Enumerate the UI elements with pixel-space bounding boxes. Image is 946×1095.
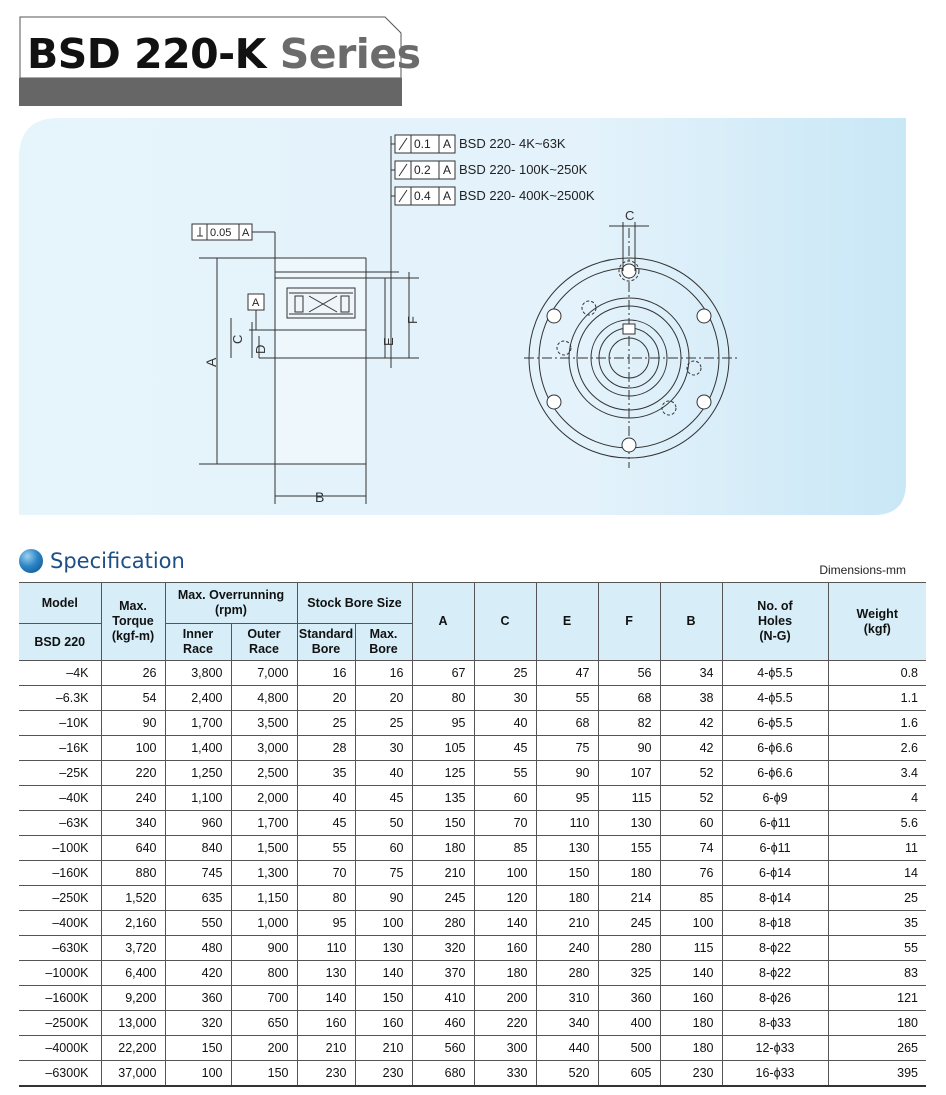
table-cell: 115 <box>598 786 660 811</box>
table-cell: 840 <box>165 836 231 861</box>
table-row <box>19 786 926 811</box>
tol-value-2: 0.2 <box>414 163 431 177</box>
bullet-icon <box>19 549 43 573</box>
table-cell: 68 <box>598 686 660 711</box>
table-cell: 7,000 <box>231 661 297 686</box>
table-cell: –16K <box>19 736 101 761</box>
table-cell: 80 <box>297 886 355 911</box>
table-cell: 640 <box>101 836 165 861</box>
table-cell: 25 <box>297 711 355 736</box>
table-cell: 220 <box>474 1011 536 1036</box>
table-cell: –1600K <box>19 986 101 1011</box>
table-cell: 550 <box>165 911 231 936</box>
title-series: Series <box>279 30 421 78</box>
table-cell: 410 <box>412 986 474 1011</box>
spec-table <box>19 582 926 1087</box>
table-cell: 130 <box>297 961 355 986</box>
table-cell: 2,160 <box>101 911 165 936</box>
table-cell: 420 <box>165 961 231 986</box>
col-overrun-label: Max. Overrunning (rpm) <box>177 588 285 617</box>
table-cell: 3,000 <box>231 736 297 761</box>
table-cell: 140 <box>355 961 412 986</box>
spec-title: Specification <box>50 549 185 573</box>
table-cell: 1.6 <box>828 711 926 736</box>
table-cell: 180 <box>412 836 474 861</box>
table-cell: 100 <box>474 861 536 886</box>
table-row <box>19 1036 926 1061</box>
col-std-bore <box>297 624 355 661</box>
table-cell: 100 <box>165 1061 231 1087</box>
table-row <box>19 936 926 961</box>
table-cell: 52 <box>660 761 722 786</box>
table-cell: 1,100 <box>165 786 231 811</box>
table-cell: 25 <box>355 711 412 736</box>
table-row <box>19 961 926 986</box>
table-cell: 13,000 <box>101 1011 165 1036</box>
table-cell: 37,000 <box>101 1061 165 1087</box>
table-cell: 460 <box>412 1011 474 1036</box>
table-cell: 8-ϕ14 <box>722 886 828 911</box>
table-cell: 1,700 <box>165 711 231 736</box>
table-cell: 240 <box>101 786 165 811</box>
datum-label: A <box>252 297 260 309</box>
table-row <box>19 736 926 761</box>
table-cell: 121 <box>828 986 926 1011</box>
col-max-bore <box>355 624 412 661</box>
dim-F-label: F <box>405 316 420 324</box>
col-outer <box>231 624 297 661</box>
table-cell: 3,800 <box>165 661 231 686</box>
table-cell: 800 <box>231 961 297 986</box>
table-cell: 100 <box>660 911 722 936</box>
table-cell: 1,700 <box>231 811 297 836</box>
table-cell: 245 <box>598 911 660 936</box>
perp-value: 0.05 <box>210 227 232 239</box>
dim-C-front-label: C <box>625 208 635 223</box>
table-cell: 70 <box>474 811 536 836</box>
table-cell: 45 <box>355 786 412 811</box>
col-weight <box>828 583 926 661</box>
table-cell: 214 <box>598 886 660 911</box>
table-cell: 480 <box>165 936 231 961</box>
table-cell: 80 <box>412 686 474 711</box>
table-cell: 300 <box>474 1036 536 1061</box>
table-cell: –6300K <box>19 1061 101 1087</box>
table-cell: 105 <box>412 736 474 761</box>
table-cell: 6-ϕ11 <box>722 811 828 836</box>
table-cell: 76 <box>660 861 722 886</box>
table-cell: 1,250 <box>165 761 231 786</box>
table-cell: 210 <box>355 1036 412 1061</box>
table-cell: –63K <box>19 811 101 836</box>
table-cell: 150 <box>165 1036 231 1061</box>
table-cell: 38 <box>660 686 722 711</box>
table-cell: 70 <box>297 861 355 886</box>
table-cell: –400K <box>19 911 101 936</box>
col-outer-label: Outer Race <box>247 627 281 656</box>
table-cell: 180 <box>536 886 598 911</box>
table-row <box>19 986 926 1011</box>
table-cell: 1,000 <box>231 911 297 936</box>
table-cell: 45 <box>297 811 355 836</box>
col-max-bore-label: Max. Bore <box>369 627 398 656</box>
table-cell: 360 <box>165 986 231 1011</box>
table-cell: 16 <box>355 661 412 686</box>
table-cell: 6-ϕ11 <box>722 836 828 861</box>
table-cell: 1,300 <box>231 861 297 886</box>
table-cell: 210 <box>297 1036 355 1061</box>
table-cell: –160K <box>19 861 101 886</box>
table-cell: 700 <box>231 986 297 1011</box>
table-cell: 230 <box>297 1061 355 1087</box>
table-cell: 4-ϕ5.5 <box>722 686 828 711</box>
table-cell: 180 <box>828 1011 926 1036</box>
table-cell: 150 <box>412 811 474 836</box>
table-cell: 8-ϕ22 <box>722 936 828 961</box>
table-cell: 107 <box>598 761 660 786</box>
tol-value-3: 0.4 <box>414 189 431 203</box>
table-cell: 110 <box>297 936 355 961</box>
table-cell: 83 <box>828 961 926 986</box>
table-cell: 370 <box>412 961 474 986</box>
table-cell: 28 <box>297 736 355 761</box>
table-cell: 125 <box>412 761 474 786</box>
table-cell: 6-ϕ5.5 <box>722 711 828 736</box>
table-cell: 560 <box>412 1036 474 1061</box>
table-cell: 25 <box>828 886 926 911</box>
table-cell: 90 <box>101 711 165 736</box>
table-cell: 14 <box>828 861 926 886</box>
table-cell: 95 <box>297 911 355 936</box>
dim-D-label: D <box>253 344 268 354</box>
table-cell: 605 <box>598 1061 660 1087</box>
table-cell: 55 <box>828 936 926 961</box>
table-cell: –6.3K <box>19 686 101 711</box>
table-cell: 40 <box>474 711 536 736</box>
table-cell: –4000K <box>19 1036 101 1061</box>
dim-B-label: B <box>315 489 325 505</box>
tol-datum-1: A <box>443 137 452 151</box>
table-cell: 650 <box>231 1011 297 1036</box>
table-cell: 3.4 <box>828 761 926 786</box>
table-cell: 230 <box>355 1061 412 1087</box>
table-cell: 200 <box>231 1036 297 1061</box>
col-model-sub: BSD 220 <box>19 624 101 661</box>
table-cell: 42 <box>660 711 722 736</box>
title-model: BSD 220-K <box>27 30 266 78</box>
table-cell: 95 <box>536 786 598 811</box>
table-cell: 680 <box>412 1061 474 1087</box>
table-row <box>19 686 926 711</box>
table-cell: 140 <box>297 986 355 1011</box>
table-cell: 82 <box>598 711 660 736</box>
table-cell: 3,500 <box>231 711 297 736</box>
table-cell: 6,400 <box>101 961 165 986</box>
table-cell: 160 <box>297 1011 355 1036</box>
table-cell: 280 <box>598 936 660 961</box>
table-cell: 130 <box>598 811 660 836</box>
technical-drawing <box>19 118 906 515</box>
col-holes-label: No. of Holes (N-G) <box>757 599 793 643</box>
table-row <box>19 661 926 686</box>
table-cell: 2.6 <box>828 736 926 761</box>
tol-datum-3: A <box>443 189 452 203</box>
table-cell: 9,200 <box>101 986 165 1011</box>
table-cell: 75 <box>355 861 412 886</box>
title-banner <box>19 16 421 106</box>
tol-range-3: BSD 220- 400K~2500K <box>459 188 595 203</box>
table-cell: 2,000 <box>231 786 297 811</box>
table-cell: 360 <box>598 986 660 1011</box>
table-cell: 115 <box>660 936 722 961</box>
table-cell: 340 <box>101 811 165 836</box>
table-cell: –250K <box>19 886 101 911</box>
table-cell: 2,400 <box>165 686 231 711</box>
table-cell: 200 <box>474 986 536 1011</box>
table-cell: 745 <box>165 861 231 886</box>
col-model: Model <box>19 583 101 624</box>
table-cell: 8-ϕ22 <box>722 961 828 986</box>
table-cell: 2,500 <box>231 761 297 786</box>
table-cell: 150 <box>536 861 598 886</box>
table-cell: 40 <box>355 761 412 786</box>
table-cell: 90 <box>598 736 660 761</box>
table-cell: 1.1 <box>828 686 926 711</box>
table-cell: 60 <box>660 811 722 836</box>
table-cell: 160 <box>355 1011 412 1036</box>
table-cell: 75 <box>536 736 598 761</box>
table-cell: 35 <box>297 761 355 786</box>
table-cell: 500 <box>598 1036 660 1061</box>
table-cell: 45 <box>474 736 536 761</box>
table-cell: 25 <box>474 661 536 686</box>
table-cell: 20 <box>297 686 355 711</box>
table-cell: 1,150 <box>231 886 297 911</box>
table-cell: 85 <box>474 836 536 861</box>
table-cell: 440 <box>536 1036 598 1061</box>
table-cell: 220 <box>101 761 165 786</box>
table-cell: 400 <box>598 1011 660 1036</box>
table-cell: 11 <box>828 836 926 861</box>
table-cell: 60 <box>474 786 536 811</box>
dim-E-label: E <box>381 337 396 346</box>
dim-C-label: C <box>230 334 245 344</box>
table-cell: 180 <box>660 1036 722 1061</box>
table-row <box>19 836 926 861</box>
table-cell: 85 <box>660 886 722 911</box>
col-bore: Stock Bore Size <box>297 583 412 624</box>
table-cell: 330 <box>474 1061 536 1087</box>
col-inner-label: Inner Race <box>182 627 214 656</box>
table-cell: 150 <box>355 986 412 1011</box>
col-std-bore-label: Standard Bore <box>298 627 354 656</box>
col-B: B <box>660 583 722 661</box>
table-cell: 52 <box>660 786 722 811</box>
table-cell: 55 <box>297 836 355 861</box>
col-holes <box>722 583 828 661</box>
table-cell: 130 <box>536 836 598 861</box>
table-cell: 95 <box>412 711 474 736</box>
tol-value-1: 0.1 <box>414 137 431 151</box>
table-cell: 265 <box>828 1036 926 1061</box>
page-title <box>27 30 421 78</box>
table-row <box>19 861 926 886</box>
col-F: F <box>598 583 660 661</box>
table-cell: 8-ϕ33 <box>722 1011 828 1036</box>
table-cell: 90 <box>536 761 598 786</box>
table-cell: 6-ϕ14 <box>722 861 828 886</box>
table-row <box>19 761 926 786</box>
table-cell: 340 <box>536 1011 598 1036</box>
units-note: Dimensions-mm <box>819 563 906 577</box>
table-cell: 6-ϕ6.6 <box>722 761 828 786</box>
tol-range-1: BSD 220- 4K~63K <box>459 136 566 151</box>
table-cell: 50 <box>355 811 412 836</box>
table-cell: 8-ϕ18 <box>722 911 828 936</box>
table-cell: 210 <box>536 911 598 936</box>
dim-A-label: A <box>203 357 219 367</box>
table-cell: 12-ϕ33 <box>722 1036 828 1061</box>
table-cell: 960 <box>165 811 231 836</box>
table-row <box>19 1011 926 1036</box>
table-row <box>19 911 926 936</box>
table-cell: 35 <box>828 911 926 936</box>
table-cell: 320 <box>412 936 474 961</box>
table-cell: 520 <box>536 1061 598 1087</box>
table-cell: 47 <box>536 661 598 686</box>
table-cell: 135 <box>412 786 474 811</box>
table-cell: 74 <box>660 836 722 861</box>
table-cell: 240 <box>536 936 598 961</box>
table-cell: 55 <box>474 761 536 786</box>
table-cell: 880 <box>101 861 165 886</box>
table-cell: 310 <box>536 986 598 1011</box>
table-cell: 8-ϕ26 <box>722 986 828 1011</box>
table-cell: 16-ϕ33 <box>722 1061 828 1087</box>
table-cell: 160 <box>474 936 536 961</box>
tol-range-2: BSD 220- 100K~250K <box>459 162 588 177</box>
table-cell: 34 <box>660 661 722 686</box>
table-cell: 3,720 <box>101 936 165 961</box>
table-row <box>19 811 926 836</box>
table-cell: 30 <box>355 736 412 761</box>
table-cell: 210 <box>412 861 474 886</box>
table-cell: 67 <box>412 661 474 686</box>
table-cell: 245 <box>412 886 474 911</box>
table-cell: 4-ϕ5.5 <box>722 661 828 686</box>
table-cell: –4K <box>19 661 101 686</box>
table-cell: 325 <box>598 961 660 986</box>
table-cell: 5.6 <box>828 811 926 836</box>
table-cell: –2500K <box>19 1011 101 1036</box>
table-cell: –25K <box>19 761 101 786</box>
table-cell: 180 <box>474 961 536 986</box>
table-cell: 150 <box>231 1061 297 1087</box>
table-cell: 395 <box>828 1061 926 1087</box>
table-cell: 6-ϕ9 <box>722 786 828 811</box>
table-cell: 68 <box>536 711 598 736</box>
table-cell: 0.8 <box>828 661 926 686</box>
drawing-background <box>19 118 906 515</box>
col-C: C <box>474 583 536 661</box>
col-overrun <box>165 583 297 624</box>
table-cell: 60 <box>355 836 412 861</box>
col-weight-label: Weight (kgf) <box>856 606 898 636</box>
table-cell: 54 <box>101 686 165 711</box>
table-cell: 1,500 <box>231 836 297 861</box>
table-cell: 42 <box>660 736 722 761</box>
table-cell: 140 <box>474 911 536 936</box>
table-cell: 4,800 <box>231 686 297 711</box>
table-cell: 90 <box>355 886 412 911</box>
table-cell: 6-ϕ6.6 <box>722 736 828 761</box>
table-cell: 320 <box>165 1011 231 1036</box>
table-cell: 155 <box>598 836 660 861</box>
table-cell: 180 <box>660 1011 722 1036</box>
table-cell: 100 <box>355 911 412 936</box>
table-cell: 110 <box>536 811 598 836</box>
table-cell: 22,200 <box>101 1036 165 1061</box>
table-row <box>19 886 926 911</box>
col-inner <box>165 624 231 661</box>
col-A: A <box>412 583 474 661</box>
table-row <box>19 711 926 736</box>
table-cell: 30 <box>474 686 536 711</box>
table-cell: 56 <box>598 661 660 686</box>
table-cell: 55 <box>536 686 598 711</box>
table-cell: 16 <box>297 661 355 686</box>
table-cell: 160 <box>660 986 722 1011</box>
table-cell: –1000K <box>19 961 101 986</box>
table-cell: 4 <box>828 786 926 811</box>
table-cell: 120 <box>474 886 536 911</box>
perp-datum: A <box>242 227 250 239</box>
table-cell: 180 <box>598 861 660 886</box>
table-cell: 1,400 <box>165 736 231 761</box>
tol-datum-2: A <box>443 163 452 177</box>
table-cell: –10K <box>19 711 101 736</box>
table-cell: 130 <box>355 936 412 961</box>
table-cell: 100 <box>101 736 165 761</box>
table-cell: 635 <box>165 886 231 911</box>
table-cell: 230 <box>660 1061 722 1087</box>
table-cell: 280 <box>412 911 474 936</box>
table-cell: –630K <box>19 936 101 961</box>
spec-heading <box>19 546 185 576</box>
table-cell: 40 <box>297 786 355 811</box>
table-row <box>19 1061 926 1087</box>
spec-table-body <box>19 661 926 1087</box>
table-cell: 26 <box>101 661 165 686</box>
col-E: E <box>536 583 598 661</box>
col-torque <box>101 583 165 661</box>
table-cell: 900 <box>231 936 297 961</box>
table-cell: 140 <box>660 961 722 986</box>
table-cell: 1,520 <box>101 886 165 911</box>
table-cell: –40K <box>19 786 101 811</box>
col-torque-label: Max. Torque (kgf-m) <box>111 599 155 643</box>
table-cell: –100K <box>19 836 101 861</box>
table-cell: 20 <box>355 686 412 711</box>
table-cell: 280 <box>536 961 598 986</box>
